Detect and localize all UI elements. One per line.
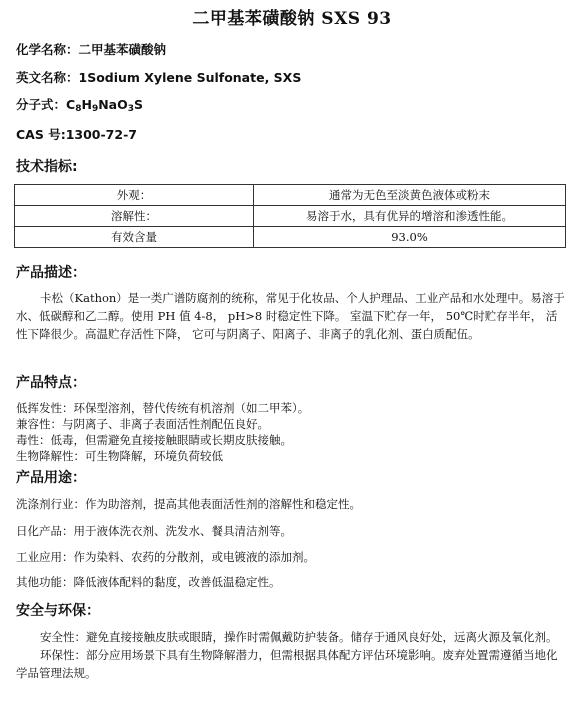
description-text: 卡松（Kathon）是一类广谱防腐剂的统称，常见于化妆品、个人护理品、工业产品和水处理中。易溶于水、低碳醇和乙二醇。使用 PH 值 4-8， pH>8 时稳定性下降。 室温下贮存一年， 50℃时贮存半年， 活性下降很少。高温贮存活性下降， 它可与阴离子、阳离子、非离子的乳化剂、蛋白质配伍。 [16, 291, 565, 341]
list-item: 日化产品：用于液体洗衣剂、洗发水、餐具清洁剂等。 [16, 524, 292, 538]
list-item: 其他功能：降低液体配料的黏度，改善低温稳定性。 [16, 575, 281, 589]
spec-name: 有效含量 [15, 227, 254, 248]
spec-value: 易溶于水，具有优异的增溶和渗透性能。 [254, 206, 566, 227]
spec-value: 93.0% [254, 227, 566, 248]
molecular-formula: 分子式：$C_8H_9NaO_3S$ [16, 97, 144, 114]
environment-item: 环保性：部分应用场景下具有生物降解潜力，但需根据具体配方评估环境影响。废弃处置需遵循当地化学品管理法规。 [16, 648, 558, 680]
list-item: 低挥发性：环保型溶剂，替代传统有机溶剂（如二甲苯）。 [16, 401, 310, 415]
page-title: 二甲基苯磺酸钠 SXS 93 [192, 9, 392, 29]
list-item: 洗涤剂行业：作为助溶剂，提高其他表面活性剂的溶解性和稳定性。 [16, 497, 361, 511]
safety-heading: 安全与环保： [16, 603, 100, 619]
spec-table [14, 184, 566, 248]
cas-number: CAS 号:1300-72-7 [16, 127, 137, 142]
description-heading: 产品描述： [16, 265, 86, 281]
list-item: 工业应用：作为染料、农药的分散剂，或电镀液的添加剂。 [16, 550, 315, 564]
table-row [15, 206, 566, 227]
table-row [15, 227, 566, 248]
table-row [15, 185, 566, 206]
english-name: 英文名称：1Sodium Xylene Sulfonate, SXS [16, 70, 302, 85]
uses-heading: 产品用途： [16, 470, 86, 486]
list-item: 兼容性：与阴离子、非离子表面活性剂配伍良好。 [16, 417, 269, 431]
list-item: 生物降解性：可生物降解，环境负荷较低 [16, 449, 223, 463]
formula-label: 分子式： [16, 97, 67, 112]
features-heading: 产品特点： [16, 375, 86, 391]
spec-name: 溶解性： [15, 206, 254, 227]
safety-text [16, 628, 568, 682]
safety-item: 安全性：避免直接接触皮肤或眼睛，操作时需佩戴防护装备。储存于通风良好处，远离火源及氧化剂。 [40, 630, 558, 644]
spec-value: 通常为无色至淡黄色液体或粉末 [254, 185, 566, 206]
chinese-name: 化学名称：二甲基苯磺酸钠 [16, 42, 167, 57]
spec-name: 外观： [15, 185, 254, 206]
spec-heading: 技术指标: [16, 159, 78, 175]
list-item: 毒性：低毒，但需避免直接接触眼睛或长期皮肤接触。 [16, 433, 292, 447]
